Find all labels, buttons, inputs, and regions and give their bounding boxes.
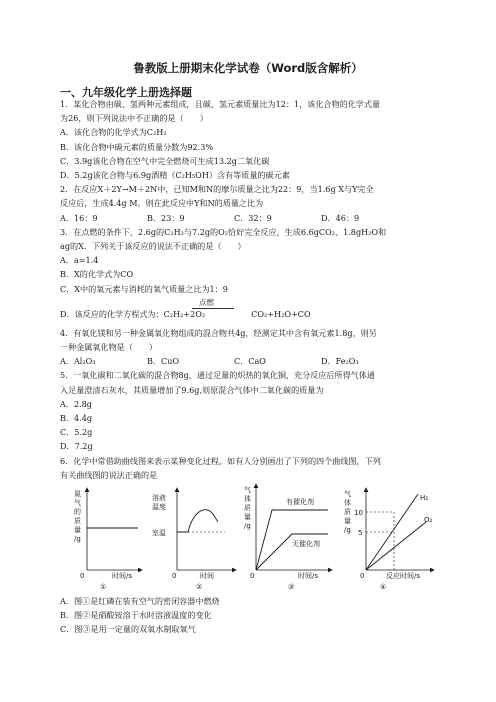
- graph-3-ylabel-2: 质: [244, 504, 251, 513]
- question-1-line-1: 1．某化合物由碳、氢两种元素组成，且碳、氢元素质量比为12：1，该化合物的化学式量: [60, 99, 381, 109]
- question-3-option-a: A．a=1.4: [60, 255, 99, 266]
- reaction-condition: 点燃: [199, 297, 214, 307]
- graph-1-ylabel-2: 的: [74, 508, 81, 517]
- question-4-option-a: A．Al₂O₃: [60, 356, 96, 367]
- graph-1: [74, 488, 142, 591]
- question-2-options: [60, 211, 440, 225]
- question-2-option-d: D．46：9: [321, 212, 360, 223]
- question-1-option-d: D．5.2g该化合物与6.9g酒精（C₂H₅OH）含有等质量的碳元素: [60, 170, 290, 181]
- graph-1-xlabel: 时间/s: [112, 572, 133, 581]
- graph-4-o2-line: [366, 522, 426, 570]
- graph-4-origin: 0: [360, 572, 365, 581]
- question-4-option-b: B．CuO: [147, 356, 180, 367]
- question-2-line-2: 反应后，生成4.4g M。则在此反应中Y和N的质量之比为: [60, 198, 264, 209]
- graph-3-origin: 0: [250, 572, 255, 581]
- graph-3-nocatalyst-label: 无催化剂: [292, 540, 320, 549]
- graph-1-origin: 0: [80, 572, 85, 581]
- graph-2-origin: 0: [172, 572, 177, 581]
- graph-3-ylabel-0: 气: [244, 486, 251, 495]
- graph-3-ylabel-3: 量: [244, 513, 251, 522]
- graph-2-number: ②: [196, 583, 203, 592]
- question-2: [60, 182, 440, 225]
- question-4-option-c: C．CaO: [234, 356, 266, 367]
- graph-2-ylabel-1: 温度: [152, 503, 166, 512]
- graph-4-y-10: 10: [354, 509, 363, 518]
- question-6-option-a: A．图①是红磷在装有空气的密闭容器中燃烧: [60, 596, 220, 607]
- graph-1-ylabel-0: 氮: [74, 490, 81, 499]
- graph-1-ylabel-3: 质: [74, 517, 81, 526]
- question-5-line-2: 入足量澄清石灰水，其质量增加了9.6g,则原混合气体中二氧化碳的质量为: [60, 384, 324, 395]
- question-2-option-c: C．32：9: [234, 212, 272, 223]
- graph-2-ylabel-0: 溶液: [152, 494, 166, 503]
- question-1-option-c: C．3.9g该化合物在空气中完全燃烧可生成13.2g二氧化碳: [60, 155, 270, 166]
- equation-left: D．该反应的化学方程式为：C₂H₂+2O₂: [60, 308, 206, 319]
- question-3-line-1: 3．在点燃的条件下，2.6g的C₂H₂与7.2g的O₂恰好完全反应，生成6.6gCO₂、1.8gH₂O和: [60, 226, 387, 237]
- graph-2-xlabel: 时间: [200, 572, 214, 581]
- question-6-option-b: B．图②是硝酸铵溶于水时溶液温度的变化: [60, 610, 212, 621]
- question-5-option-c: C．5.2g: [60, 427, 93, 438]
- graph-3-ylabel-1: 体: [244, 495, 251, 504]
- graph-3-ylabel-4: /g: [244, 522, 251, 531]
- question-5-option-a: A．2.8g: [60, 398, 92, 409]
- question-5: [60, 368, 440, 453]
- question-4: [60, 326, 440, 369]
- graph-4-y-5: 5: [358, 529, 363, 538]
- document-title: 鲁教版上册期末化学试卷（Word版含解析）: [133, 61, 363, 75]
- question-2-line-1: 2．在反应X＋2Y→M＋2N中，已知M和N的摩尔质量之比为22：9，当1.6g X与Y完全: [60, 184, 374, 195]
- question-2-option-b: B．23：9: [147, 212, 185, 223]
- graph-4-o2-label: O₂: [424, 516, 433, 525]
- graph-2: [152, 488, 236, 591]
- graph-4: [344, 488, 434, 591]
- question-3-line-2: ag的X．下列关于该反应的说法不正确的是（ ）: [60, 241, 246, 252]
- graph-4-ylabel-0: 气: [344, 490, 351, 499]
- question-5-line-1: 5．一氧化碳和二氧化碳的混合物8g，通过足量的炽热的氧化铜，充分反应后所得气体通: [60, 370, 375, 381]
- graph-3-catalyst-label: 有催化剂: [286, 498, 314, 507]
- question-1: [60, 97, 440, 182]
- question-1-line-2: 为26，则下列说法中不正确的是（ ）: [60, 113, 208, 124]
- question-1-option-b: B．该化合物中碳元素的质量分数为92.3%: [60, 141, 214, 152]
- question-6-line-1: 6．化学中常借助曲线图来表示某种变化过程，如有人分别画出了下列的四个曲线图，下列: [60, 455, 381, 466]
- graph-1-number: ①: [100, 583, 107, 592]
- graph-4-xlabel: 反应时间/s: [386, 572, 421, 581]
- graph-4-ylabel-3: 量: [344, 517, 351, 526]
- graph-4-number: ④: [380, 583, 387, 592]
- section-heading: 一、九年级化学上册选择题: [60, 86, 192, 99]
- equation-right: CO₂+H₂O+CO: [251, 308, 311, 319]
- question-5-option-d: D．7.2g: [60, 441, 93, 452]
- question-4-option-d: D．Fe₂O₃: [321, 356, 359, 367]
- graph-4-ylabel-2: 质: [344, 508, 351, 517]
- question-5-option-b: B．4.4g: [60, 413, 93, 424]
- question-6: [60, 454, 440, 637]
- graph-2-room-temp: 室温: [152, 529, 166, 538]
- graph-3-xlabel: 时间/s: [298, 572, 319, 581]
- curve-figures-svg: [60, 482, 440, 594]
- question-1-option-a: A．该化合物的化学式为C₂H₂: [60, 127, 167, 138]
- graph-4-ylabel-1: 体: [344, 499, 351, 508]
- graph-1-ylabel-5: /g: [74, 535, 81, 544]
- question-3-option-c: C．X中的氧元素与消耗的氧气质量之比为1：9: [60, 283, 228, 294]
- questions: [60, 97, 440, 637]
- question-6-line-2: 有关曲线图的说法正确的是: [60, 469, 158, 480]
- question-3: [60, 225, 440, 322]
- graph-4-h2-line: [366, 494, 418, 570]
- curve-figures: [60, 482, 440, 594]
- question-4-line-1: 4．有氧化镁和另一种金属氧化物组成的混合物共4g，经测定其中含有氧元素1.8g，则另: [60, 327, 377, 338]
- graph-1-ylabel-4: 量: [74, 526, 81, 535]
- graph-3: [244, 484, 332, 591]
- question-2-option-a: A．16：9: [60, 212, 98, 223]
- question-6-option-c: C．图③是用一定量的双氧水制取氧气: [60, 624, 196, 635]
- graph-1-ylabel-1: 气: [74, 499, 81, 508]
- question-3-option-d: [60, 296, 440, 322]
- question-3-option-b: B．X的化学式为CO: [60, 269, 134, 280]
- graph-3-number: ③: [288, 583, 295, 592]
- question-4-line-2: 一种金属氧化物是（ ）: [60, 342, 158, 353]
- graph-4-ylabel-4: /g: [344, 526, 351, 535]
- graph-2-curve: [177, 510, 218, 532]
- graph-4-h2-label: H₂: [420, 494, 429, 503]
- question-4-options: [60, 354, 440, 368]
